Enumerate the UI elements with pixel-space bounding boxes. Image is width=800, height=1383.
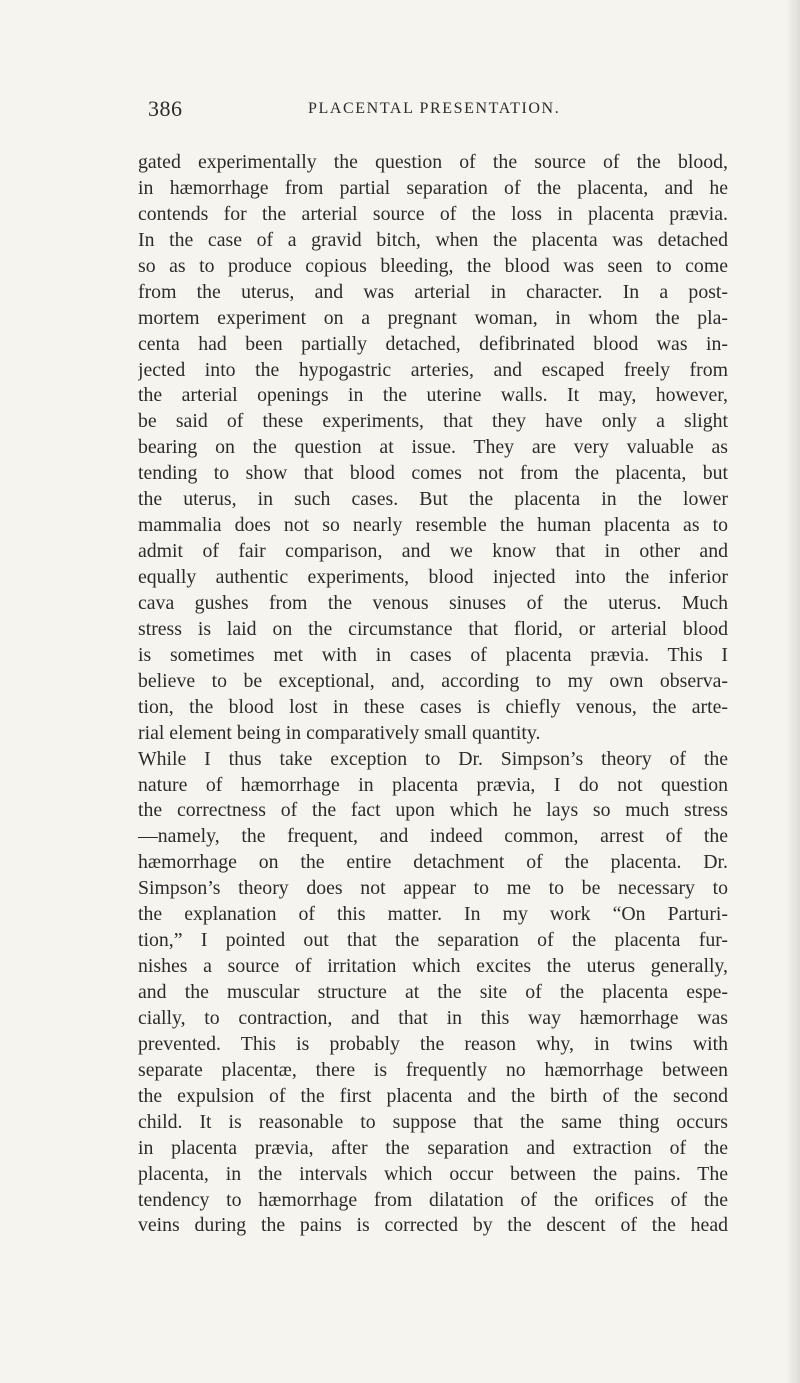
text-line: in placenta prævia, after the separation and extraction of the [138, 1136, 728, 1159]
text-line: in hæmorrhage from partial separation of the placenta, and he [138, 176, 728, 199]
text-line: is sometimes met with in cases of placenta prævia. This I [138, 643, 728, 666]
text-line: centa had been partially detached, defibrinated blood was in- [138, 332, 728, 355]
text-line: tion, the blood lost in these cases is chiefly venous, the arte- [138, 695, 728, 718]
text-line: In the case of a gravid bitch, when the placenta was detached [138, 228, 728, 251]
text-line: placenta, in the intervals which occur between the pains. The [138, 1162, 728, 1185]
text-line: separate placentæ, there is frequently no hæmorrhage between [138, 1058, 728, 1081]
text-line: the expulsion of the first placenta and the birth of the second [138, 1084, 728, 1107]
text-line: child. It is reasonable to suppose that the same thing occurs [138, 1110, 728, 1133]
text-line: believe to be exceptional, and, according to my own observa- [138, 669, 728, 692]
text-line: nature of hæmorrhage in placenta prævia, I do not question [138, 773, 728, 796]
text-line: so as to produce copious bleeding, the blood was seen to come [138, 254, 728, 277]
text-line: and the muscular structure at the site of the placenta espe- [138, 981, 728, 1003]
text-line: mortem experiment on a pregnant woman, in whom the pla- [138, 306, 728, 329]
text-line: prevented. This is probably the reason why, in twins with [138, 1032, 728, 1055]
text-line: contends for the arterial source of the loss in placenta prævia. [138, 202, 728, 225]
text-line: admit of fair comparison, and we know that in other and [138, 540, 728, 563]
text-line: the correctness of the fact upon which he lays so much stress [138, 799, 728, 822]
text-line: veins during the pains is corrected by the descent of the head [138, 1214, 728, 1237]
running-header [0, 94, 800, 124]
text-line: gated experimentally the question of the source of the blood, [138, 151, 728, 173]
page-number: 386 [148, 96, 183, 121]
text-line: from the uterus, and was arterial in character. In a post- [138, 280, 728, 303]
text-line: While I thus take exception to Dr. Simpson’s theory of the [138, 747, 728, 770]
text-line: —namely, the frequent, and indeed common, arrest of the [138, 825, 728, 848]
text-line: the arterial openings in the uterine walls. It may, however, [138, 384, 728, 407]
text-line: tion,” I pointed out that the separation of the placenta fur- [138, 929, 728, 952]
text-line: hæmorrhage on the entire detachment of the placenta. Dr. [138, 851, 728, 874]
text-line: the uterus, in such cases. But the placenta in the lower [138, 488, 728, 511]
text-line: tendency to hæmorrhage from dilatation of the orifices of the [138, 1188, 728, 1211]
page-edge-shadow [786, 0, 800, 1383]
text-line: cava gushes from the venous sinuses of the uterus. Much [138, 591, 728, 614]
text-line: nishes a source of irritation which excites the uterus generally, [138, 955, 728, 978]
running-title: PLACENTAL PRESENTATION. [308, 100, 561, 117]
text-line-paragraph-end: rial element being in comparatively small quantity. [138, 721, 541, 744]
text-line: cially, to contraction, and that in this way hæmorrhage was [138, 1006, 728, 1029]
text-line: bearing on the question at issue. They are very valuable as [138, 436, 728, 459]
text-line: stress is laid on the circumstance that florid, or arterial blood [138, 617, 728, 640]
text-line: equally authentic experiments, blood injected into the inferior [138, 566, 728, 588]
text-line: mammalia does not so nearly resemble the human placenta as to [138, 514, 728, 537]
text-line: the explanation of this matter. In my work “On Parturi- [138, 903, 728, 926]
text-line: be said of these experiments, that they have only a slight [138, 410, 728, 433]
text-line: jected into the hypogastric arteries, and escaped freely from [138, 358, 728, 381]
text-line: Simpson’s theory does not appear to me to be necessary to [138, 877, 728, 900]
text-line: tending to show that blood comes not from the placenta, but [138, 462, 728, 485]
body-text [138, 150, 728, 1239]
